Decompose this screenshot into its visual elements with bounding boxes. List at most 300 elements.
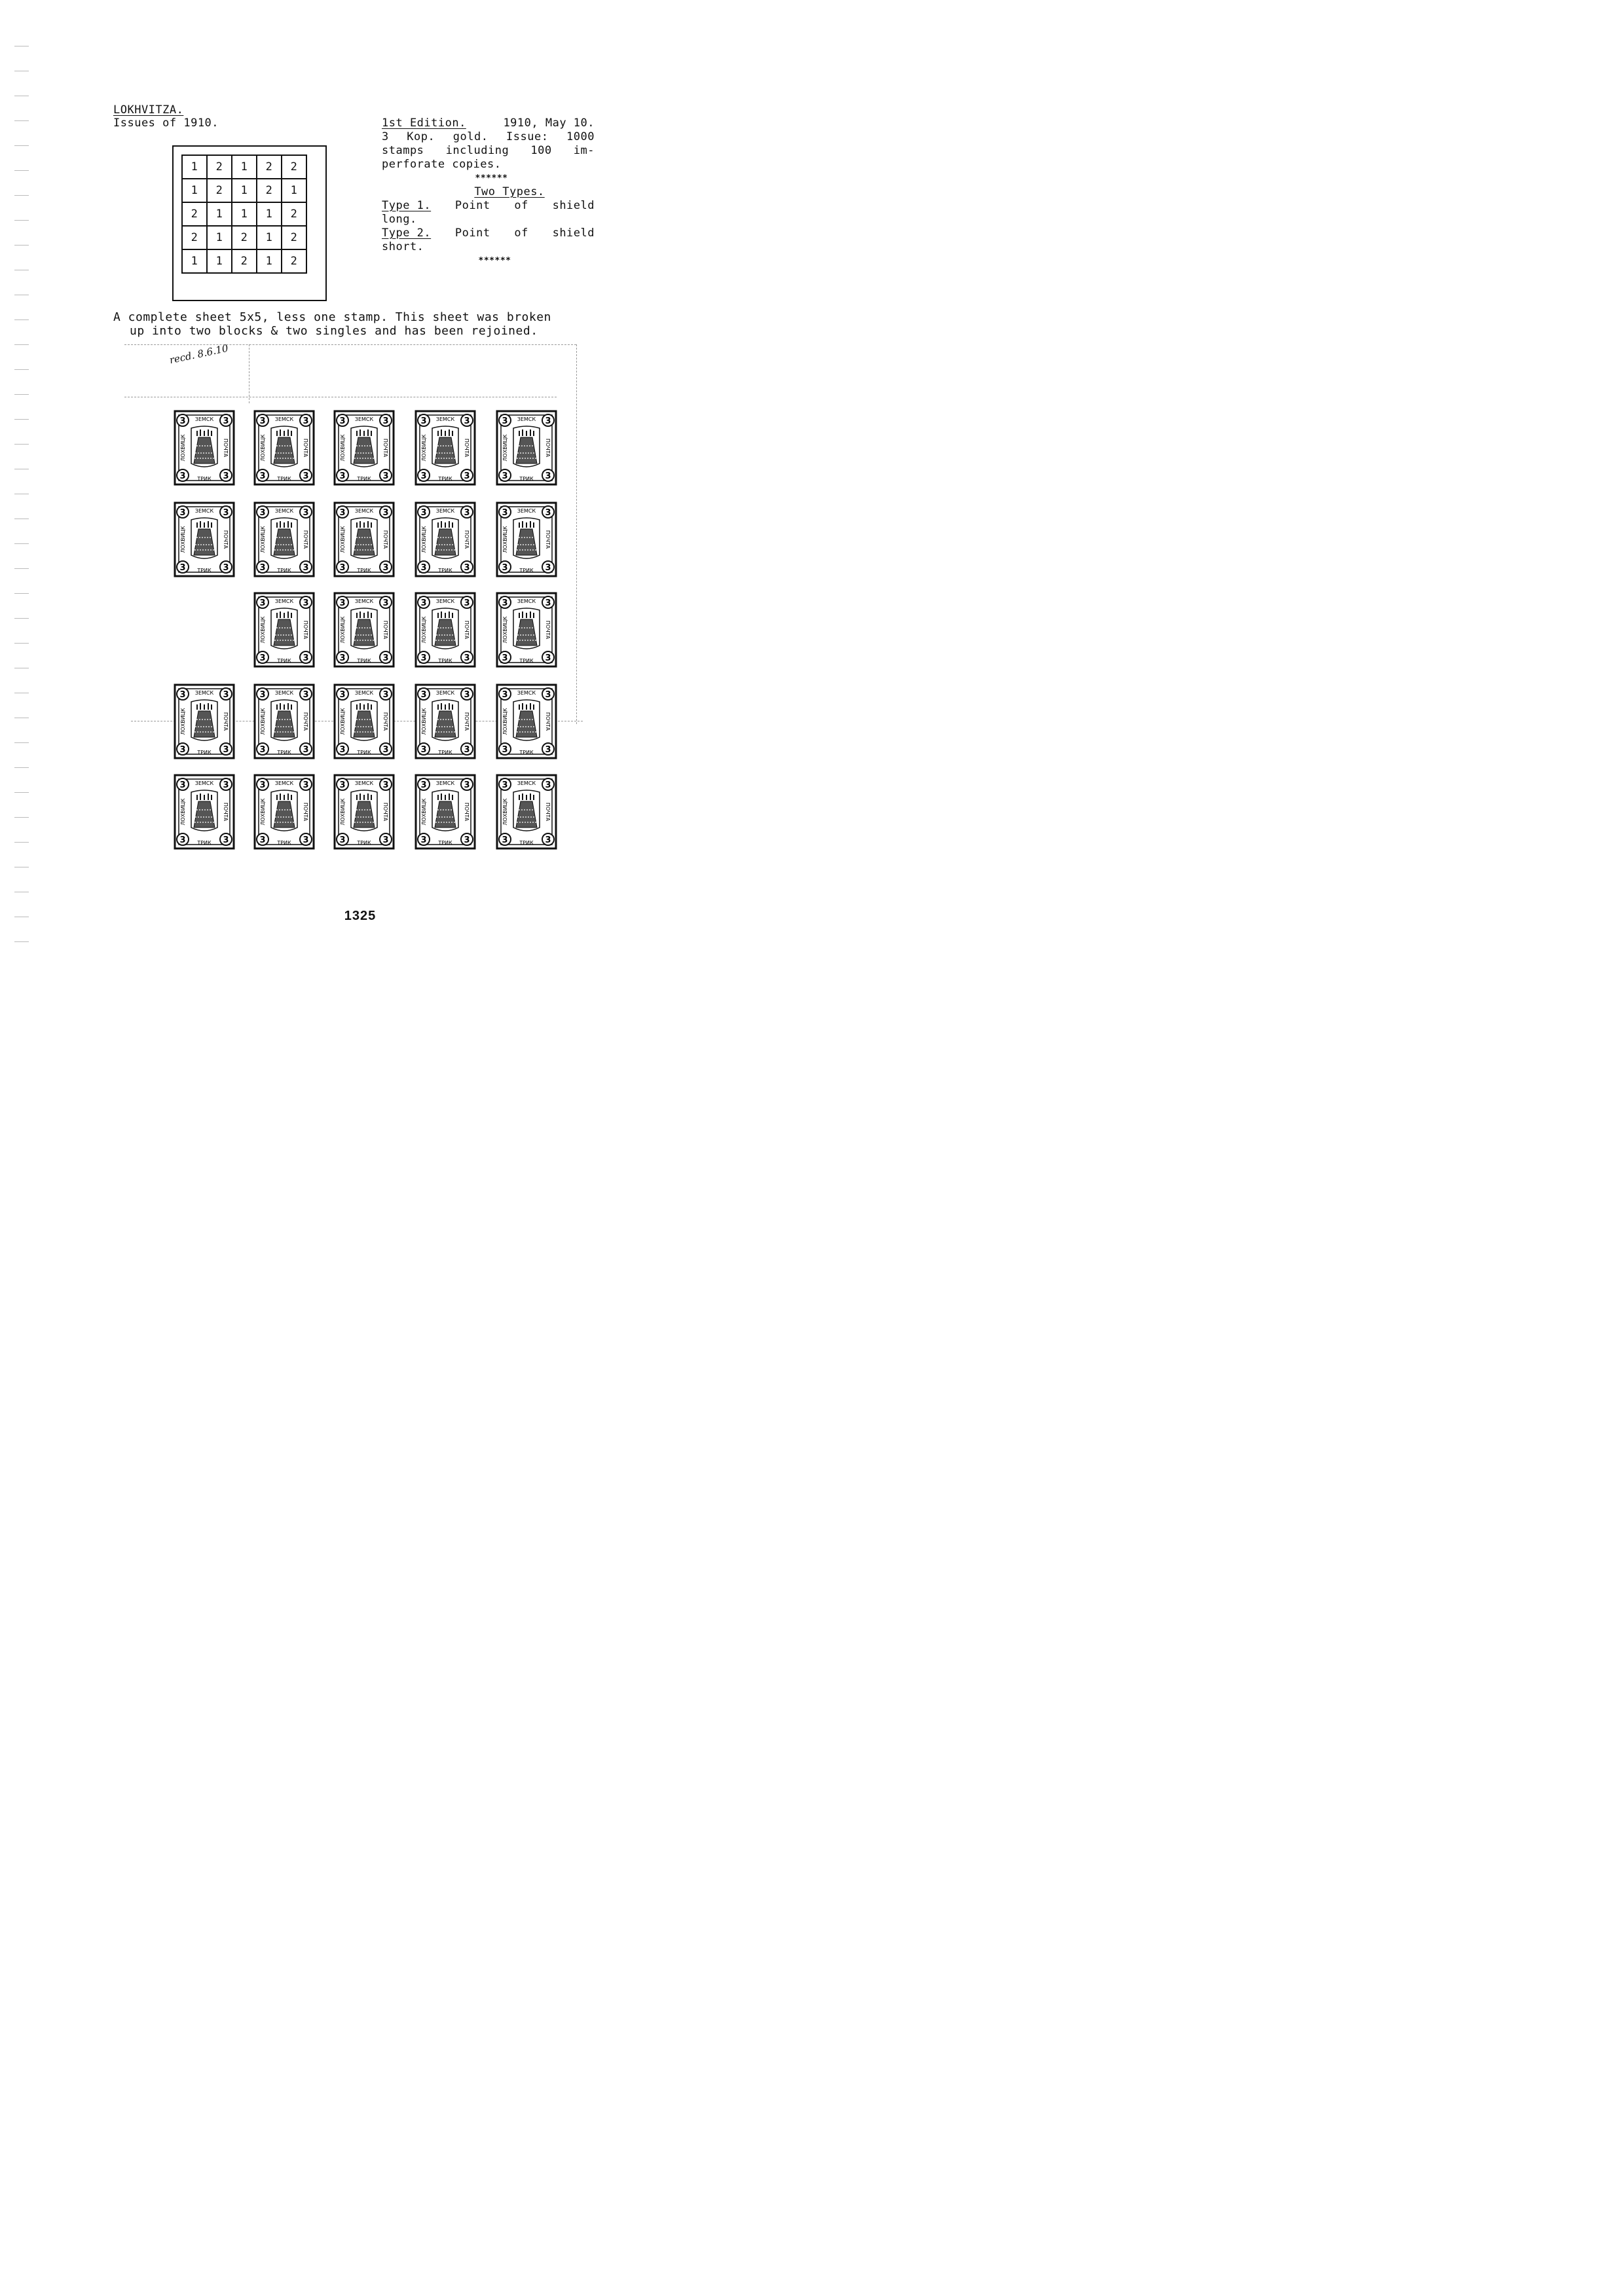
svg-text:3: 3: [502, 471, 508, 481]
svg-text:3: 3: [464, 508, 470, 518]
svg-text:3: 3: [420, 471, 427, 481]
svg-text:ПОЧТА: ПОЧТА: [223, 438, 229, 458]
svg-text:ПОЧТА: ПОЧТА: [464, 438, 470, 458]
svg-text:3: 3: [303, 780, 309, 790]
edition-line-2: [382, 130, 595, 144]
svg-text:ЛОХВИЦК: ЛОХВИЦК: [421, 434, 427, 462]
svg-text:ТРИК: ТРИК: [438, 658, 452, 664]
svg-text:ТРИК: ТРИК: [438, 568, 452, 574]
svg-text:3: 3: [382, 653, 389, 663]
stamp: [496, 410, 557, 486]
grid-cell: 1: [232, 202, 257, 226]
caption-line-1: A complete sheet 5x5, less one stamp. This sheet was broken: [113, 310, 551, 324]
svg-text:ТРИК: ТРИК: [357, 750, 371, 756]
stamp: [333, 501, 395, 577]
stamp-value: 3: [179, 780, 186, 790]
svg-text:ТРИК: ТРИК: [438, 840, 452, 846]
stamp-design-icon: [174, 774, 235, 850]
svg-text:ЛОХВИЦК: ЛОХВИЦК: [260, 708, 266, 735]
svg-text:3: 3: [464, 563, 470, 573]
stamp-sheet: [124, 344, 583, 846]
edition-date: 1910, May 10.: [503, 117, 595, 130]
edition-line-3: [382, 144, 595, 158]
stamp-value: 3: [339, 690, 346, 700]
svg-text:ЗЕМСК: ЗЕМСК: [435, 598, 455, 604]
binder-margin-ticks: [14, 46, 29, 966]
stamp: [496, 592, 557, 668]
svg-text:3: 3: [303, 563, 309, 573]
svg-text:ЗЕМСК: ЗЕМСК: [517, 690, 536, 696]
svg-text:ТРИК: ТРИК: [197, 568, 212, 574]
word: of: [514, 199, 528, 212]
grid-row: [182, 155, 306, 179]
stamp-value: 3: [259, 690, 266, 700]
svg-text:3: 3: [259, 835, 266, 845]
svg-text:ПОЧТА: ПОЧТА: [464, 620, 470, 640]
edition-label: 1st Edition.: [382, 117, 466, 130]
svg-text:ЛОХВИЦК: ЛОХВИЦК: [340, 616, 346, 644]
svg-text:ТРИК: ТРИК: [197, 476, 212, 482]
stamp-design-icon: [253, 410, 315, 486]
svg-text:3: 3: [420, 563, 427, 573]
svg-text:ЛОХВИЦК: ЛОХВИЦК: [340, 708, 346, 735]
svg-text:ПОЧТА: ПОЧТА: [545, 530, 551, 549]
grid-cell: 1: [207, 249, 232, 273]
svg-text:ТРИК: ТРИК: [197, 750, 212, 756]
svg-text:3: 3: [382, 835, 389, 845]
svg-text:ПОЧТА: ПОЧТА: [545, 620, 551, 640]
stamp-value: 3: [339, 508, 346, 518]
svg-text:3: 3: [382, 598, 389, 608]
svg-text:3: 3: [303, 416, 309, 426]
stamp-design-icon: [415, 592, 476, 668]
word: shield: [552, 227, 595, 240]
svg-text:3: 3: [223, 690, 229, 700]
svg-text:ПОЧТА: ПОЧТА: [303, 438, 308, 458]
svg-text:ПОЧТА: ПОЧТА: [464, 712, 470, 731]
svg-text:ТРИК: ТРИК: [519, 750, 534, 756]
svg-text:3: 3: [545, 835, 551, 845]
stamp-design-icon: [496, 592, 557, 668]
word: of: [514, 227, 528, 240]
type-grid: [181, 155, 307, 274]
word: Point: [454, 199, 490, 212]
word: Kop.: [407, 130, 435, 143]
stamp-design-icon: [174, 683, 235, 759]
grid-cell: 1: [182, 179, 207, 202]
svg-text:ПОЧТА: ПОЧТА: [303, 620, 308, 640]
stamp-design-icon: [496, 410, 557, 486]
svg-text:ЗЕМСК: ЗЕМСК: [274, 780, 294, 786]
svg-text:ТРИК: ТРИК: [519, 476, 534, 482]
svg-text:3: 3: [223, 780, 229, 790]
grid-cell: 1: [207, 226, 232, 249]
svg-text:3: 3: [464, 780, 470, 790]
title-text: LOKHVITZA.: [113, 103, 184, 117]
grid-cell: 2: [232, 226, 257, 249]
stamp-design-icon: [333, 592, 395, 668]
svg-text:3: 3: [464, 835, 470, 845]
stamp-value: 3: [502, 598, 508, 608]
svg-text:3: 3: [179, 745, 186, 755]
svg-text:3: 3: [502, 653, 508, 663]
svg-text:3: 3: [382, 563, 389, 573]
svg-text:ПОЧТА: ПОЧТА: [464, 802, 470, 822]
edition-line-4: perforate copies.: [382, 158, 502, 171]
svg-text:ТРИК: ТРИК: [357, 840, 371, 846]
svg-text:3: 3: [259, 563, 266, 573]
stamp: [415, 683, 476, 759]
stamp-value: 3: [420, 690, 427, 700]
stamp-value: 3: [339, 416, 346, 426]
svg-text:3: 3: [339, 653, 346, 663]
stamp-design-icon: [496, 683, 557, 759]
svg-text:ПОЧТА: ПОЧТА: [303, 802, 308, 822]
svg-text:ЛОХВИЦК: ЛОХВИЦК: [502, 708, 508, 735]
svg-text:ПОЧТА: ПОЧТА: [223, 712, 229, 731]
sheet-edge-top: [124, 344, 576, 345]
type2-line: [382, 227, 595, 240]
svg-text:3: 3: [464, 416, 470, 426]
svg-text:ЛОХВИЦК: ЛОХВИЦК: [180, 434, 186, 462]
svg-text:3: 3: [382, 780, 389, 790]
svg-text:ТРИК: ТРИК: [357, 568, 371, 574]
stamp-value: 3: [502, 780, 508, 790]
svg-text:ПОЧТА: ПОЧТА: [545, 438, 551, 458]
svg-text:3: 3: [420, 653, 427, 663]
page-subtitle: [113, 117, 219, 130]
stamp-design-icon: [253, 501, 315, 577]
page-number: 1325: [344, 909, 377, 923]
svg-text:3: 3: [464, 653, 470, 663]
svg-text:3: 3: [303, 471, 309, 481]
svg-text:3: 3: [223, 835, 229, 845]
word: 1000: [566, 130, 595, 143]
svg-text:ПОЧТА: ПОЧТА: [382, 530, 388, 549]
word: Issue:: [506, 130, 549, 143]
svg-text:ЛОХВИЦК: ЛОХВИЦК: [421, 798, 427, 826]
svg-text:3: 3: [464, 745, 470, 755]
svg-text:3: 3: [545, 598, 551, 608]
svg-text:3: 3: [223, 416, 229, 426]
stamp-design-icon: [496, 501, 557, 577]
svg-text:3: 3: [545, 416, 551, 426]
svg-text:3: 3: [303, 745, 309, 755]
stamp: [333, 592, 395, 668]
svg-text:3: 3: [502, 563, 508, 573]
svg-text:ПОЧТА: ПОЧТА: [545, 802, 551, 822]
stamp-value: 3: [420, 508, 427, 518]
svg-text:3: 3: [502, 835, 508, 845]
svg-text:3: 3: [179, 835, 186, 845]
stamp: [415, 410, 476, 486]
grid-cell: 1: [182, 155, 207, 179]
svg-text:3: 3: [382, 745, 389, 755]
stamp-design-icon: [333, 774, 395, 850]
svg-text:3: 3: [303, 653, 309, 663]
stamp: [253, 501, 315, 577]
svg-text:ЗЕМСК: ЗЕМСК: [354, 780, 374, 786]
svg-text:ЛОХВИЦК: ЛОХВИЦК: [260, 526, 266, 553]
svg-text:ЗЕМСК: ЗЕМСК: [194, 508, 214, 514]
svg-text:ПОЧТА: ПОЧТА: [382, 620, 388, 640]
svg-text:ЛОХВИЦК: ЛОХВИЦК: [340, 526, 346, 553]
stamp-value: 3: [259, 780, 266, 790]
stars-divider: ******: [478, 256, 511, 266]
grid-cell: 2: [282, 202, 306, 226]
stamp-design-icon: [253, 592, 315, 668]
stamp: [415, 592, 476, 668]
svg-text:ЛОХВИЦК: ЛОХВИЦК: [180, 708, 186, 735]
grid-row: [182, 202, 306, 226]
svg-text:3: 3: [303, 598, 309, 608]
stamp-value: 3: [259, 416, 266, 426]
svg-text:ПОЧТА: ПОЧТА: [382, 802, 388, 822]
subtitle-text: Issues of 1910.: [113, 117, 219, 130]
svg-text:ЛОХВИЦК: ЛОХВИЦК: [260, 434, 266, 462]
svg-text:3: 3: [545, 508, 551, 518]
sheet-caption: [113, 310, 598, 338]
svg-text:3: 3: [464, 471, 470, 481]
svg-text:ЛОХВИЦК: ЛОХВИЦК: [260, 798, 266, 826]
types-heading-text: Two Types.: [474, 185, 545, 198]
word: im-: [573, 144, 595, 157]
grid-cell: 2: [282, 155, 306, 179]
type1-continuation: long.: [382, 213, 417, 226]
svg-text:ЗЕМСК: ЗЕМСК: [274, 508, 294, 514]
stamp-value: 3: [179, 690, 186, 700]
svg-text:3: 3: [545, 653, 551, 663]
grid-cell: 1: [182, 249, 207, 273]
svg-text:ПОЧТА: ПОЧТА: [382, 438, 388, 458]
svg-text:3: 3: [223, 508, 229, 518]
stamp-value: 3: [259, 508, 266, 518]
svg-text:3: 3: [339, 563, 346, 573]
stamp: [174, 410, 235, 486]
svg-text:ПОЧТА: ПОЧТА: [545, 712, 551, 731]
stamp: [253, 774, 315, 850]
svg-text:ТРИК: ТРИК: [438, 750, 452, 756]
svg-text:ЛОХВИЦК: ЛОХВИЦК: [502, 798, 508, 826]
svg-text:3: 3: [179, 471, 186, 481]
type2-continuation: short.: [382, 240, 424, 253]
grid-cell: 1: [232, 179, 257, 202]
svg-text:3: 3: [464, 598, 470, 608]
stamp-design-icon: [174, 410, 235, 486]
svg-text:3: 3: [339, 835, 346, 845]
svg-text:ТРИК: ТРИК: [357, 476, 371, 482]
svg-text:ТРИК: ТРИК: [277, 476, 291, 482]
svg-text:ПОЧТА: ПОЧТА: [303, 530, 308, 549]
svg-text:3: 3: [259, 745, 266, 755]
svg-text:ТРИК: ТРИК: [519, 658, 534, 664]
word: stamps: [382, 144, 424, 157]
type2-label: Type 2.: [382, 227, 432, 240]
word: 100: [530, 144, 552, 157]
svg-text:ПОЧТА: ПОЧТА: [223, 802, 229, 822]
grid-cell: 1: [257, 226, 282, 249]
svg-text:3: 3: [339, 745, 346, 755]
svg-text:3: 3: [259, 471, 266, 481]
grid-cell: 2: [257, 179, 282, 202]
stamp-value: 3: [502, 508, 508, 518]
stamp-value: 3: [420, 416, 427, 426]
svg-text:ЗЕМСК: ЗЕМСК: [435, 416, 455, 422]
grid-cell: 2: [207, 155, 232, 179]
svg-text:3: 3: [303, 690, 309, 700]
stamp: [415, 774, 476, 850]
svg-text:ЛОХВИЦК: ЛОХВИЦК: [340, 434, 346, 462]
grid-cell: 2: [182, 202, 207, 226]
stamp: [174, 501, 235, 577]
stamp: [253, 683, 315, 759]
svg-text:ПОЧТА: ПОЧТА: [223, 530, 229, 549]
svg-text:ЛОХВИЦК: ЛОХВИЦК: [421, 708, 427, 735]
stamp-design-icon: [253, 683, 315, 759]
grid-row: [182, 249, 306, 273]
svg-text:3: 3: [303, 835, 309, 845]
stamp: [253, 592, 315, 668]
svg-text:ПОЧТА: ПОЧТА: [382, 712, 388, 731]
svg-text:ТРИК: ТРИК: [277, 750, 291, 756]
stamp-design-icon: [415, 683, 476, 759]
grid-row: [182, 179, 306, 202]
stamp: [496, 501, 557, 577]
stamp-design-icon: [253, 774, 315, 850]
svg-text:3: 3: [303, 508, 309, 518]
svg-text:ПОЧТА: ПОЧТА: [464, 530, 470, 549]
word: Point: [454, 227, 490, 240]
stamp: [496, 774, 557, 850]
word: shield: [552, 199, 595, 212]
svg-text:3: 3: [464, 690, 470, 700]
svg-text:3: 3: [382, 690, 389, 700]
stamp-design-icon: [415, 410, 476, 486]
svg-text:ЛОХВИЦК: ЛОХВИЦК: [421, 526, 427, 553]
grid-cell: 1: [257, 249, 282, 273]
svg-text:ЗЕМСК: ЗЕМСК: [517, 508, 536, 514]
svg-text:ЛОХВИЦК: ЛОХВИЦК: [421, 616, 427, 644]
stamp-value: 3: [259, 598, 266, 608]
svg-text:ЗЕМСК: ЗЕМСК: [435, 780, 455, 786]
edition-line-1: [382, 117, 595, 130]
stamp-value: 3: [179, 508, 186, 518]
svg-text:3: 3: [223, 563, 229, 573]
word: gold.: [452, 130, 489, 143]
stamp: [253, 410, 315, 486]
svg-text:ЗЕМСК: ЗЕМСК: [517, 598, 536, 604]
caption-line-2: up into two blocks & two singles and has been rejoined.: [130, 324, 538, 338]
svg-text:ЗЕМСК: ЗЕМСК: [194, 780, 214, 786]
stamp-value: 3: [420, 780, 427, 790]
stamp-value: 3: [502, 690, 508, 700]
types-heading: [382, 185, 595, 199]
svg-text:ЛОХВИЦК: ЛОХВИЦК: [260, 616, 266, 644]
stamp-value: 3: [339, 780, 346, 790]
stamp-design-icon: [333, 410, 395, 486]
svg-text:ЗЕМСК: ЗЕМСК: [354, 416, 374, 422]
svg-text:ЗЕМСК: ЗЕМСК: [274, 598, 294, 604]
stamp: [415, 501, 476, 577]
stamp-design-icon: [174, 501, 235, 577]
svg-text:ЗЕМСК: ЗЕМСК: [354, 508, 374, 514]
stamp-value: 3: [420, 598, 427, 608]
grid-cell: 2: [232, 249, 257, 273]
svg-text:ТРИК: ТРИК: [277, 568, 291, 574]
svg-text:ЗЕМСК: ЗЕМСК: [435, 690, 455, 696]
svg-text:ЗЕМСК: ЗЕМСК: [435, 508, 455, 514]
svg-text:ЗЕМСК: ЗЕМСК: [274, 416, 294, 422]
grid-cell: 2: [182, 226, 207, 249]
svg-text:ТРИК: ТРИК: [277, 658, 291, 664]
svg-text:3: 3: [223, 471, 229, 481]
stamp-design-icon: [415, 774, 476, 850]
grid-cell: 1: [282, 179, 306, 202]
grid-row: [182, 226, 306, 249]
svg-text:ЛОХВИЦК: ЛОХВИЦК: [502, 616, 508, 644]
type1-label: Type 1.: [382, 199, 432, 212]
svg-text:ЗЕМСК: ЗЕМСК: [274, 690, 294, 696]
svg-text:ЛОХВИЦК: ЛОХВИЦК: [180, 798, 186, 826]
svg-text:ТРИК: ТРИК: [519, 568, 534, 574]
stamp: [174, 774, 235, 850]
handwritten-note: recd. 8.6.10: [168, 342, 230, 367]
svg-text:3: 3: [382, 471, 389, 481]
svg-text:ЛОХВИЦК: ЛОХВИЦК: [502, 526, 508, 553]
svg-text:3: 3: [420, 745, 427, 755]
svg-text:ТРИК: ТРИК: [519, 840, 534, 846]
stamp-design-icon: [415, 501, 476, 577]
svg-text:3: 3: [223, 745, 229, 755]
svg-text:3: 3: [259, 653, 266, 663]
stamp: [333, 683, 395, 759]
svg-text:ЛОХВИЦК: ЛОХВИЦК: [502, 434, 508, 462]
svg-text:3: 3: [545, 745, 551, 755]
svg-text:ЗЕМСК: ЗЕМСК: [194, 416, 214, 422]
stamp-value: 3: [179, 416, 186, 426]
svg-text:3: 3: [502, 745, 508, 755]
svg-text:ЗЕМСК: ЗЕМСК: [194, 690, 214, 696]
stamp-value: 3: [339, 598, 346, 608]
stamp-design-icon: [333, 683, 395, 759]
svg-text:ЛОХВИЦК: ЛОХВИЦК: [180, 526, 186, 553]
svg-text:ЗЕМСК: ЗЕМСК: [354, 690, 374, 696]
stamp-design-icon: [496, 774, 557, 850]
stamp: [496, 683, 557, 759]
word: including: [445, 144, 509, 157]
grid-cell: 2: [257, 155, 282, 179]
grid-cell: 2: [282, 226, 306, 249]
svg-text:3: 3: [179, 563, 186, 573]
type1-line: [382, 199, 595, 213]
svg-text:ЗЕМСК: ЗЕМСК: [354, 598, 374, 604]
stamp: [333, 774, 395, 850]
svg-text:3: 3: [382, 416, 389, 426]
svg-text:ЗЕМСК: ЗЕМСК: [517, 416, 536, 422]
svg-text:ПОЧТА: ПОЧТА: [303, 712, 308, 731]
stars-divider: ******: [475, 173, 508, 183]
grid-cell: 1: [207, 202, 232, 226]
svg-text:3: 3: [545, 690, 551, 700]
grid-cell: 1: [257, 202, 282, 226]
svg-text:ТРИК: ТРИК: [277, 840, 291, 846]
word: 3: [382, 130, 389, 143]
grid-cell: 1: [232, 155, 257, 179]
stamp: [333, 410, 395, 486]
grid-cell: 2: [282, 249, 306, 273]
svg-text:ТРИК: ТРИК: [357, 658, 371, 664]
svg-text:3: 3: [545, 780, 551, 790]
